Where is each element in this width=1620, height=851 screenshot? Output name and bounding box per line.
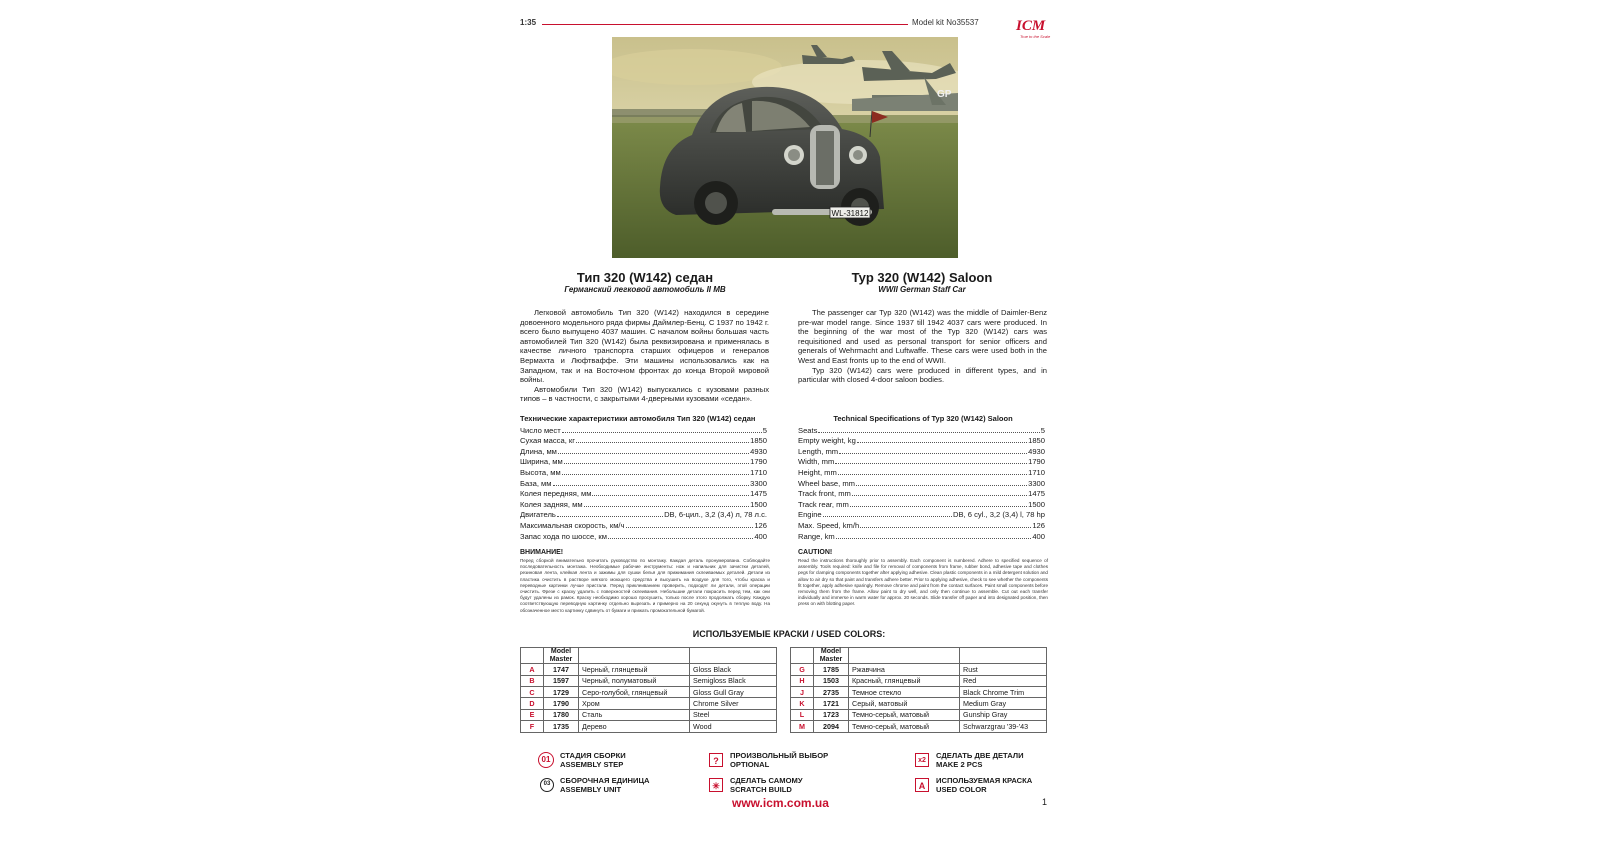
dot-leader (557, 516, 663, 517)
spec-label: Engine (798, 510, 822, 520)
dot-leader (839, 453, 1027, 454)
brand-header: Model Master (544, 648, 579, 664)
spec-row (520, 519, 767, 530)
spec-value: 126 (1032, 520, 1045, 530)
optional-icon: ? (709, 753, 723, 767)
color-name-en: Red (960, 675, 1047, 686)
spec-label: Двигатель (520, 510, 556, 520)
spec-label: Range, km (798, 531, 835, 541)
color-name-ru: Серый, матовый (849, 698, 960, 709)
color-row (521, 675, 777, 686)
spec-value: 1850 (1028, 436, 1045, 446)
color-letter: H (791, 675, 814, 686)
color-row (791, 675, 1047, 686)
color-name-ru: Дерево (579, 721, 690, 732)
spec-row (798, 509, 1045, 520)
color-letter: A (521, 664, 544, 675)
make-two-icon: x2 (915, 753, 929, 767)
spec-row (798, 498, 1045, 509)
car-illustration (612, 37, 958, 258)
dot-leader (835, 463, 1027, 464)
spec-value: 1475 (750, 489, 767, 499)
spec-row (520, 466, 767, 477)
spec-value: 1790 (750, 457, 767, 467)
used-colors-title: ИСПОЛЬЗУЕМЫЕ КРАСКИ / USED COLORS: (692, 629, 886, 639)
assembly-unit-icon: 03 (540, 778, 554, 792)
color-code: 1503 (814, 675, 849, 686)
ru-spec-list (520, 424, 767, 541)
color-letter: M (791, 721, 814, 732)
logo-text: ICM (1016, 18, 1046, 34)
ru-warning-text: Перед сборкой внимательно прочитать руководство по монтажу. Каждая деталь пронумерована. Соблюдайте последовательность монтажа. Необходимые рабочие инструменты: нож и напильник для зачистки деталей, резиновая лента, клейкая лента и зажимы для сушки белья для прижимания склеиваемых деталей. Детали из пластика очистить в растворе мягкого моющего средства и высушить на воздухе для того, чтобы краска и переводные картинки лучше пристали. Перед приклеиванием проверить, подходят ли детали, этой операции очистить. Фрезе с краску удалить с поверхностей склеивания. Небольшие детали покрасить перед тем, как они будут удалены из рамок. Краску необходимо хорошо просушить, только после этого продолжать сборку. Каждую соответствующую переводную картинку отдельно вырезать и примерно на 20 секунд окунуть в теплую воду. На обозначенное место картинку сдвинуть от бумаги и прижать промокательной бумагой. (520, 558, 770, 613)
spec-row (520, 477, 767, 488)
spec-value: 4930 (750, 446, 767, 456)
spec-row (520, 445, 767, 456)
spec-row (798, 466, 1045, 477)
spec-value: 1500 (1028, 499, 1045, 509)
aircraft-code: GP (937, 89, 952, 100)
color-name-en: Gloss Black (690, 664, 777, 675)
dot-leader (850, 506, 1027, 507)
spec-row (798, 456, 1045, 467)
color-name-ru: Черный, полуматовый (579, 675, 690, 686)
color-letter: F (521, 721, 544, 732)
color-row (791, 686, 1047, 697)
legend-label-ru: СТАДИЯ СБОРКИ (560, 751, 626, 760)
spec-row (520, 498, 767, 509)
dot-leader (838, 474, 1027, 475)
legend-label-en: ASSEMBLY STEP (560, 760, 624, 769)
color-letter: C (521, 686, 544, 697)
legend-label-en: OPTIONAL (730, 760, 770, 769)
spec-label: Колея задняя, мм (520, 499, 583, 509)
dot-leader (852, 495, 1027, 496)
spec-value: 5 (1040, 425, 1045, 435)
scale-label: 1:35 (520, 18, 537, 27)
en-warning-text: Read the instructions thoroughly prior to assembly. Each component is numbered. Adhere to specified sequence of assembly. Tools required: knife and file for removal of components from frame, rubber bond, adhesive tape and clothes pegs for clamping components together after applying adhesive. Clean plastic components in a mild detergent solution and allow to air dry so that paint and transfers adhere better. Prior to applying adhesive, check to see whether the components fit together, apply adhesive sparingly. Remove chrome and paint from the contact surfaces. Paint small components before removing them from the frame. Allow paint to dry well, and only then continue to assemble. Cut out each transfer individually and immerse in warm water for approx. 20 seconds. Slide transfer off paper and into designated position, then press on with blotting paper. (798, 558, 1048, 607)
color-name-ru: Темно-серый, матовый (849, 709, 960, 720)
spec-value: 1710 (750, 467, 767, 477)
spec-label: Max. Speed, km/h (798, 520, 860, 530)
ru-subtitle: Германский легковой автомобиль II МВ (564, 285, 726, 294)
spec-label: Track front, mm (798, 489, 851, 499)
spec-value: 1850 (750, 436, 767, 446)
dot-leader (818, 432, 1039, 433)
legend-label-en: MAKE 2 PCS (936, 760, 983, 769)
spec-value: DB, 6-цил., 3,2 (3,4) л, 78 л.с. (664, 510, 767, 520)
color-code: 2735 (814, 686, 849, 697)
box-art-photo (612, 37, 958, 258)
color-name-en: Gunship Gray (960, 709, 1047, 720)
assembly-step-icon: 01 (538, 752, 554, 768)
color-code: 1723 (814, 709, 849, 720)
dot-leader (564, 463, 749, 464)
color-letter: E (521, 709, 544, 720)
legend-assembly-unit (560, 776, 650, 794)
dot-leader (860, 527, 1031, 528)
spec-value: 400 (754, 531, 767, 541)
ru-spec-title: Технические характеристики автомобиля Тип 320 (W142) седан (520, 414, 756, 423)
color-row (521, 664, 777, 675)
ru-title: Тип 320 (W142) седан (576, 270, 714, 285)
spec-row (520, 424, 767, 435)
color-name-ru: Темно-серый, матовый (849, 721, 960, 732)
instruction-page (520, 0, 1058, 851)
header-rule (542, 24, 908, 25)
color-name-ru: Хром (579, 698, 690, 709)
en-subtitle: WWII German Staff Car (878, 285, 966, 294)
spec-row (520, 530, 767, 541)
spec-value: DB, 6 cyl., 3,2 (3,4) l, 78 hp (952, 510, 1045, 520)
dot-leader (562, 474, 749, 475)
color-name-en: Schwarzgrau '39-'43 (960, 721, 1047, 732)
dot-leader (836, 538, 1032, 539)
color-letter: D (521, 698, 544, 709)
color-letter: L (791, 709, 814, 720)
legend-label-en: USED COLOR (936, 785, 987, 794)
spec-value: 1475 (1028, 489, 1045, 499)
ru-paragraph: Легковой автомобиль Тип 320 (W142) находился в середине довоенного модельного ряда фирмы Даймлер-Бенц. С 1937 по 1942 г. всего было выпущено 4037 машин. С началом войны большая часть автомобилей Тип 320 (W142) была реквизирована и применялась в качестве личного транспорта старших офицеров и генералов Вермахта и Люфтваффе. Эти машины использовались как на Западном, так и на Восточном фронтах до конца Второй мировой войны. (520, 308, 769, 385)
legend-label-ru: ИСПОЛЬЗУЕМАЯ КРАСКА (936, 776, 1033, 785)
legend-used-color (936, 776, 1032, 794)
dot-leader (856, 485, 1027, 486)
color-row (521, 686, 777, 697)
dot-leader (562, 432, 762, 433)
legend-optional (730, 751, 828, 769)
legend-label-en: SCRATCH BUILD (730, 785, 792, 794)
spec-value: 1500 (750, 499, 767, 509)
dot-leader (592, 495, 749, 496)
legend-label-en: ASSEMBLY UNIT (560, 785, 622, 794)
color-row (521, 721, 777, 732)
dot-leader (608, 538, 753, 539)
spec-label: Track rear, mm (798, 499, 849, 509)
color-name-en: Medium Gray (960, 698, 1047, 709)
color-code: 1721 (814, 698, 849, 709)
legend-assembly-step (560, 751, 626, 769)
color-name-ru: Сталь (579, 709, 690, 720)
dot-leader (553, 485, 750, 486)
color-code: 2094 (814, 721, 849, 732)
color-name-ru: Ржавчина (849, 664, 960, 675)
spec-value: 3300 (750, 478, 767, 488)
spec-value: 1710 (1028, 467, 1045, 477)
color-letter: B (521, 675, 544, 686)
spec-row (798, 530, 1045, 541)
license-plate: WL-31812 (831, 209, 869, 218)
spec-row (798, 488, 1045, 499)
dot-leader (857, 442, 1027, 443)
spec-label: Ширина, мм (520, 457, 563, 467)
color-name-en: Wood (690, 721, 777, 732)
legend-label-ru: СБОРОЧНАЯ ЕДИНИЦА (560, 776, 650, 785)
spec-value: 1790 (1028, 457, 1045, 467)
legend-label-ru: СДЕЛАТЬ САМОМУ (730, 776, 803, 785)
spec-row (798, 445, 1045, 456)
scratch-build-icon: ✳ (709, 778, 723, 792)
brand-header: Model Master (814, 648, 849, 664)
dot-leader (576, 442, 749, 443)
spec-label: Width, mm (798, 457, 835, 467)
spec-row (520, 435, 767, 446)
dot-leader (626, 527, 754, 528)
spec-label: Height, mm (798, 467, 837, 477)
color-letter: G (791, 664, 814, 675)
en-paragraph: Typ 320 (W142) cars were produced in different types, and in particular with closed 4-door saloon bodies. (798, 365, 1047, 385)
spec-row (520, 509, 767, 520)
spec-row (798, 519, 1045, 530)
color-name-ru: Красный, глянцевый (849, 675, 960, 686)
website-link[interactable]: www.icm.com.ua (732, 796, 829, 810)
logo-tagline: True to the Scale (1020, 34, 1051, 39)
color-row (791, 709, 1047, 720)
color-name-ru: Серо-голубой, глянцевый (579, 686, 690, 697)
en-description (798, 308, 1047, 385)
color-code: 1729 (544, 686, 579, 697)
en-spec-list (798, 424, 1045, 541)
spec-value: 5 (762, 425, 767, 435)
color-row (791, 664, 1047, 675)
colors-table-right (790, 647, 1047, 733)
spec-value: 4930 (1028, 446, 1045, 456)
spec-label: Колея передняя, мм (520, 489, 592, 499)
used-color-icon: A (915, 778, 929, 792)
color-name-en: Rust (960, 664, 1047, 675)
spec-label: Empty weight, kg (798, 436, 856, 446)
spec-label: Число мест (520, 425, 561, 435)
spec-value: 3300 (1028, 478, 1045, 488)
spec-row (520, 488, 767, 499)
spec-label: Максимальная скорость, км/ч (520, 520, 625, 530)
color-row (521, 698, 777, 709)
en-paragraph: The passenger car Typ 320 (W142) was the middle of Daimler-Benz pre-war model range. Since 1937 till 1942 4037 cars were produced. In the beginning of the war most of the Typ 320 (W142) cars was requisitioned and used as personal transport for senior officers and generals of Wehrmacht and Luftwaffe. These cars were used both in the West and East fronts up to the end of WWII. (798, 308, 1047, 365)
color-name-en: Chrome Silver (690, 698, 777, 709)
en-spec-title: Technical Specifications of Typ 320 (W142) Saloon (833, 414, 1013, 423)
icm-logo (1010, 18, 1054, 44)
spec-row (798, 435, 1045, 446)
color-name-ru: Темное стекло (849, 686, 960, 697)
ru-paragraph: Автомобили Тип 320 (W142) выпускались с кузовами разных типов – в частности, с закрытыми 4-дверными кузовами «седан». (520, 384, 769, 404)
color-row (791, 698, 1047, 709)
color-name-en: Semigloss Black (690, 675, 777, 686)
dot-leader (558, 453, 749, 454)
spec-label: Высота, мм (520, 467, 561, 477)
color-code: 1597 (544, 675, 579, 686)
legend-make-two (936, 751, 1024, 769)
spec-label: Длина, мм (520, 446, 557, 456)
ru-warning-title: ВНИМАНИЕ! (520, 549, 564, 556)
kit-number: Model kit No35537 (912, 18, 979, 27)
spec-label: Length, mm (798, 446, 839, 456)
color-name-en: Steel (690, 709, 777, 720)
en-title: Typ 320 (W142) Saloon (851, 270, 993, 285)
color-code: 1785 (814, 664, 849, 675)
spec-label: Сухая масса, кг (520, 436, 576, 446)
color-code: 1790 (544, 698, 579, 709)
color-letter: K (791, 698, 814, 709)
spec-value: 126 (754, 520, 767, 530)
spec-label: Seats (798, 425, 818, 435)
colors-table-left (520, 647, 777, 733)
spec-row (520, 456, 767, 467)
color-letter: J (791, 686, 814, 697)
spec-row (798, 424, 1045, 435)
color-code: 1780 (544, 709, 579, 720)
spec-label: Wheel base, mm (798, 478, 855, 488)
spec-label: База, мм (520, 478, 552, 488)
color-name-en: Black Chrome Trim (960, 686, 1047, 697)
color-name-ru: Черный, глянцевый (579, 664, 690, 675)
color-code: 1747 (544, 664, 579, 675)
dot-leader (584, 506, 750, 507)
color-code: 1735 (544, 721, 579, 732)
dot-leader (823, 516, 952, 517)
color-row (521, 709, 777, 720)
en-warning-title: CAUTION! (798, 549, 833, 556)
ru-description (520, 308, 769, 404)
legend-label-ru: СДЕЛАТЬ ДВЕ ДЕТАЛИ (936, 751, 1024, 760)
spec-row (798, 477, 1045, 488)
spec-value: 400 (1032, 531, 1045, 541)
legend-scratch-build (730, 776, 803, 794)
color-row (791, 721, 1047, 732)
page-number: 1 (1042, 797, 1048, 807)
legend-label-ru: ПРОИЗВОЛЬНЫЙ ВЫБОР (730, 751, 829, 760)
spec-label: Запас хода по шоссе, км (520, 531, 607, 541)
color-name-en: Gloss Gull Gray (690, 686, 777, 697)
